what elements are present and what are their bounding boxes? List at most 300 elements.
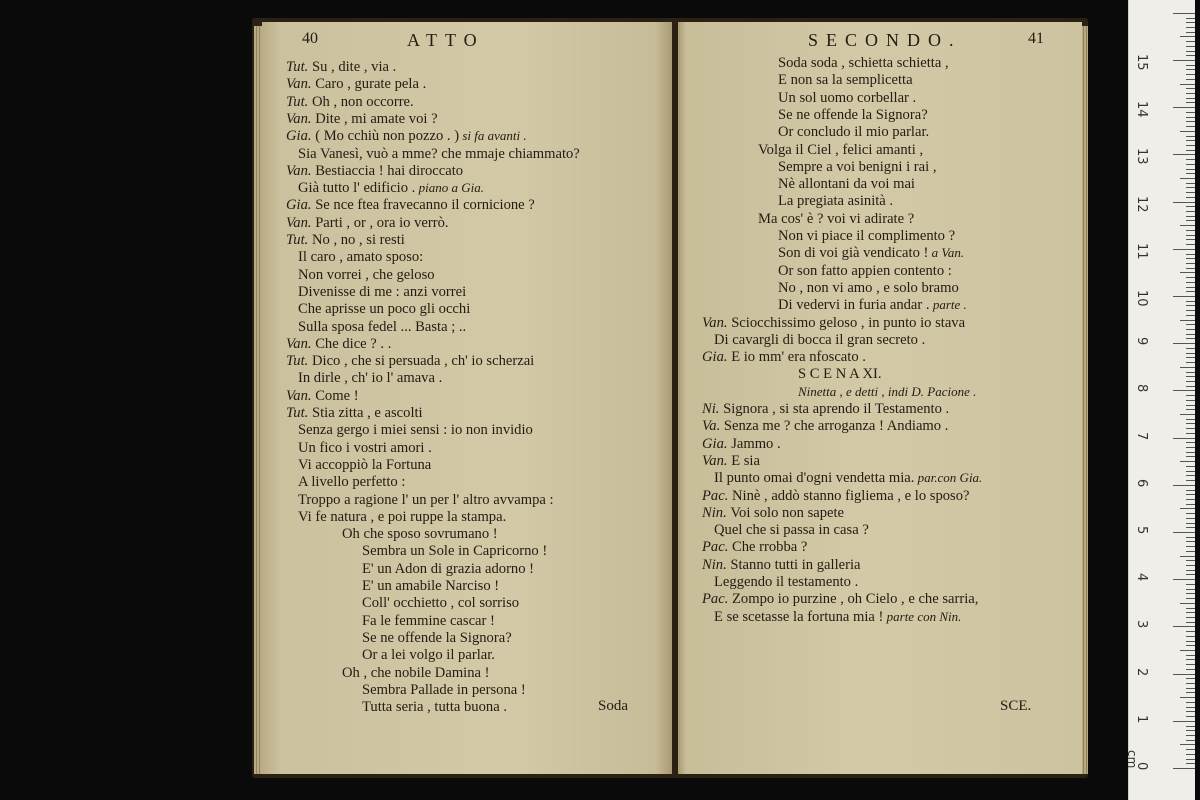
verse-text: Che aprisse un poco gli occhi: [298, 301, 471, 318]
ruler-tick: [1186, 126, 1195, 127]
ruler-tick: [1173, 390, 1195, 391]
ruler-tick: [1186, 329, 1195, 330]
text-line: [758, 141, 923, 159]
ruler-tick: [1186, 348, 1195, 349]
ruler-tick: [1186, 659, 1195, 660]
verse-text: In dirle , ch' io l' amava .: [298, 370, 443, 387]
text-line: [298, 421, 533, 439]
running-header: ATTO: [407, 30, 485, 50]
ruler-tick: [1186, 183, 1195, 184]
ruler-tick: [1173, 768, 1195, 769]
ruler-tick: [1186, 513, 1195, 514]
text-line: [778, 71, 913, 89]
verse-text: Vi accoppiò la Fortuna: [298, 456, 432, 473]
ruler-tick: [1186, 641, 1195, 642]
ruler-tick: [1186, 527, 1195, 528]
verse-text: Se ne offende la Signora?: [778, 106, 928, 123]
verse-text: Il punto omai d'ogni vendetta mia.: [714, 470, 915, 487]
text-line: [702, 504, 844, 522]
ruler-tick: [1180, 131, 1195, 132]
stage-direction: Ninetta , e detti , indi D. Pacione .: [798, 383, 977, 399]
text-line: [298, 456, 431, 474]
verse-text: E io mm' era nfoscato .: [731, 349, 866, 366]
ruler-tick: [1186, 419, 1195, 420]
ruler-tick: [1186, 22, 1195, 23]
ruler-tick: [1173, 485, 1195, 486]
ruler-number: 1: [1134, 714, 1149, 724]
ruler-number: 9: [1134, 337, 1149, 346]
verse-text: Sempre a voi benigni i rai ,: [778, 158, 937, 175]
ruler-number: 7: [1134, 431, 1149, 440]
text-line: [362, 698, 507, 716]
verse-text: Ninè , addò stanno figliema , e lo sposo?: [732, 487, 970, 504]
verse-text: Signora , si sta aprendo il Testamento .: [723, 401, 950, 417]
text-line: [298, 473, 405, 491]
text-line: [778, 244, 964, 262]
verse-text: Stia zitta , e ascolti: [311, 405, 423, 421]
ruler-tick: [1173, 60, 1195, 61]
ruler-tick: [1186, 164, 1195, 165]
text-line: [702, 348, 866, 366]
ruler-tick: [1186, 315, 1195, 316]
verse-text: A livello perfetto :: [298, 474, 406, 491]
text-line: [702, 538, 807, 556]
verse-text: Oh , che nobile Damina !: [342, 664, 490, 681]
text-line: [286, 75, 426, 93]
ruler-number: 12: [1134, 195, 1149, 213]
ruler-tick: [1186, 41, 1195, 42]
text-line: [298, 179, 484, 197]
ruler-tick: [1180, 744, 1195, 745]
ruler-tick: [1186, 504, 1195, 505]
ruler-tick: [1186, 570, 1195, 571]
verse-text: Or concludo il mio parlar.: [778, 124, 930, 141]
verse-text: Oh , non occorre.: [311, 93, 414, 110]
text-line: [286, 335, 391, 353]
verse-text: Quel che si passa in casa ?: [714, 522, 869, 539]
verse-text: Stanno tutti in galleria: [730, 556, 861, 573]
verse-text: Sciocchissimo geloso , in punto io stava: [731, 314, 966, 331]
ruler-tick: [1186, 574, 1195, 575]
verse-text: Leggendo il testamento .: [714, 574, 859, 590]
ruler-tick: [1186, 112, 1195, 113]
ruler-tick: [1186, 211, 1195, 212]
text-line: [714, 331, 925, 349]
speaker-label: Nin.: [702, 556, 731, 573]
verse-text: No , non vi amo , e solo bramo: [778, 279, 959, 296]
verse-text: Non vorrei , che geloso: [298, 266, 435, 283]
ruler-tick: [1186, 447, 1195, 448]
verse-text: Nè allontani da voi mai: [778, 176, 915, 193]
ruler-tick: [1186, 518, 1195, 519]
ruler-tick: [1186, 301, 1195, 302]
ruler-tick: [1173, 438, 1195, 439]
text-line: [286, 127, 527, 145]
verse-text: Dite , mi amate voi ?: [315, 110, 438, 127]
ruler-tick: [1186, 669, 1195, 670]
ruler-number: 6: [1134, 478, 1149, 488]
ruler-tick: [1186, 230, 1195, 231]
ruler-tick: [1186, 546, 1195, 547]
ruler-tick: [1186, 645, 1195, 646]
ruler-tick: [1186, 400, 1195, 401]
verse-text: Se ne offende la Signora?: [362, 629, 512, 646]
text-line: [778, 192, 893, 210]
text-line: [286, 404, 423, 422]
verse-text: Dico , che si persuada , ch' io scherzai: [311, 353, 535, 370]
ruler-tick: [1186, 88, 1195, 89]
text-line: [702, 435, 781, 453]
verse-text: Ma cos' è ? voi vi adirate ?: [758, 210, 915, 227]
text-line: [286, 58, 396, 76]
ruler-tick: [1186, 27, 1195, 28]
speaker-label: Tut.: [286, 353, 312, 370]
ruler-number: 3: [1134, 620, 1149, 629]
ruler-tick: [1173, 626, 1195, 627]
speaker-label: Van.: [286, 387, 316, 404]
ruler-unit: cm: [1125, 750, 1139, 769]
ruler-tick: [1186, 121, 1195, 122]
text-line: [758, 210, 914, 228]
speaker-label: Va.: [702, 418, 724, 435]
ruler-tick: [1186, 735, 1195, 736]
verse-text: Voi solo non sapete: [730, 504, 845, 521]
verse-text: ( Mo cchiù non pozzo . ): [315, 128, 460, 145]
ruler-tick: [1186, 353, 1195, 354]
ruler-tick: [1186, 551, 1195, 552]
verse-text: Sulla sposa fedel ... Basta ; ..: [298, 318, 467, 335]
ruler-tick: [1173, 13, 1195, 14]
text-line: [778, 279, 959, 297]
ruler-tick: [1186, 612, 1195, 613]
speaker-label: Pac.: [702, 539, 732, 556]
ruler-tick: [1180, 225, 1195, 226]
verse-text: Come !: [315, 387, 359, 404]
verse-text: Parti , or , ora io verrò.: [315, 214, 449, 231]
ruler-tick: [1186, 74, 1195, 75]
ruler-tick: [1186, 381, 1195, 382]
verse-text: Or son fatto appien contento :: [778, 262, 952, 279]
verse-text: No , no , si resti: [311, 232, 405, 248]
verse-text: Sembra Pallade in persona !: [362, 681, 526, 698]
ruler-tick: [1180, 556, 1195, 557]
ruler-tick: [1186, 471, 1195, 472]
ruler-tick: [1186, 187, 1195, 188]
ruler-tick: [1186, 98, 1195, 99]
ruler-tick: [1186, 622, 1195, 623]
ruler-tick: [1186, 636, 1195, 637]
ruler-tick: [1186, 730, 1195, 731]
ruler-tick: [1186, 608, 1195, 609]
ruler-tick: [1186, 726, 1195, 727]
ruler-tick: [1186, 220, 1195, 221]
ruler-tick: [1173, 296, 1195, 297]
text-line: [298, 300, 470, 318]
ruler-tick: [1186, 32, 1195, 33]
text-line: [286, 231, 405, 249]
ruler-tick: [1186, 409, 1195, 410]
speaker-label: Tut.: [286, 405, 312, 421]
ruler-tick: [1186, 584, 1195, 585]
verse-text: Se nce ftea fravecanno il cornicione ?: [315, 197, 535, 214]
text-line: [702, 487, 970, 505]
speaker-label: Tut.: [286, 59, 312, 75]
verse-text: E' un Adon di grazia adorno !: [362, 560, 535, 577]
speaker-label: Van.: [286, 162, 316, 179]
ruler-tick: [1186, 334, 1195, 335]
verse-text: Troppo a ragione l' un per l' altro avvampa :: [298, 491, 554, 508]
catchword: Soda: [598, 698, 628, 714]
verse-text: Tutta seria , tutta buona .: [362, 699, 507, 716]
ruler-tick: [1186, 716, 1195, 717]
text-line: [298, 508, 506, 526]
running-header: SECONDO.: [808, 30, 962, 50]
ruler-tick: [1186, 235, 1195, 236]
ruler-tick: [1186, 277, 1195, 278]
ruler-number: 0: [1134, 762, 1149, 771]
verse-text: Son di voi già vendicato !: [778, 245, 929, 262]
ruler-tick: [1186, 69, 1195, 70]
text-line: [798, 365, 882, 383]
ruler-tick: [1186, 688, 1195, 689]
ruler-tick: [1186, 499, 1195, 500]
speaker-label: Tut.: [286, 93, 312, 110]
ruler-tick: [1186, 560, 1195, 561]
text-line: [342, 525, 498, 543]
stage-direction: a Van.: [928, 245, 965, 261]
verse-text: E se scetasse la fortuna mia !: [714, 608, 884, 625]
text-line: [798, 383, 976, 401]
ruler-tick: [1180, 367, 1195, 368]
ruler-tick: [1186, 145, 1195, 146]
ruler-number: 10: [1134, 290, 1149, 307]
ruler-tick: [1180, 84, 1195, 85]
text-line: [298, 248, 423, 266]
ruler-tick: [1186, 631, 1195, 632]
ruler-tick: [1186, 159, 1195, 160]
ruler-tick: [1180, 178, 1195, 179]
ruler-tick: [1186, 541, 1195, 542]
ruler-tick: [1186, 216, 1195, 217]
stage-direction: si fa avanti .: [459, 128, 527, 144]
ruler-tick: [1173, 249, 1195, 250]
ruler-tick: [1180, 603, 1195, 604]
verse-text: Soda soda , schietta schietta ,: [778, 55, 949, 71]
speaker-label: Gia.: [286, 197, 316, 214]
text-line: [298, 318, 466, 336]
verse-text: Volga il Ciel , felici amanti ,: [758, 141, 924, 158]
text-line: [362, 542, 547, 560]
ruler-tick: [1186, 523, 1195, 524]
ruler-tick: [1186, 494, 1195, 495]
verse-text: Un fico i vostri amori .: [298, 439, 432, 456]
verse-text: Non vi piace il complimento ?: [778, 228, 956, 244]
text-line: [702, 556, 861, 574]
text-line: [286, 110, 438, 128]
ruler-tick: [1186, 136, 1195, 137]
speaker-label: Van.: [286, 76, 316, 93]
verse-text: Oh che sposo sovrumano !: [342, 526, 498, 543]
ruler-tick: [1186, 206, 1195, 207]
ruler-tick: [1186, 763, 1195, 764]
verse-text: Divenisse di me : anzi vorrei: [298, 283, 467, 300]
text-line: [362, 594, 519, 612]
verse-text: Senza gergo i miei sensi : io non invidio: [298, 422, 533, 439]
ruler-tick: [1186, 310, 1195, 311]
ruler-tick: [1173, 674, 1195, 675]
speaker-label: Van.: [702, 314, 732, 331]
ruler-number: 14: [1134, 101, 1149, 118]
verse-text: Che dice ? . .: [315, 335, 392, 352]
ruler-tick: [1186, 268, 1195, 269]
text-line: [286, 352, 534, 370]
text-line: [362, 681, 526, 699]
ruler-number: 8: [1134, 384, 1149, 393]
ruler-tick: [1180, 508, 1195, 509]
ruler-tick: [1186, 150, 1195, 151]
ruler-tick: [1186, 749, 1195, 750]
text-line: [702, 452, 760, 470]
text-line: [362, 612, 495, 630]
ruler-tick: [1173, 107, 1195, 108]
verse-text: Il caro , amato sposo:: [298, 249, 424, 266]
text-line: [298, 283, 466, 301]
speaker-label: Van.: [702, 452, 732, 469]
text-line: [286, 162, 463, 180]
ruler-tick: [1173, 579, 1195, 580]
text-line: [298, 266, 435, 284]
measuring-ruler: [1125, 0, 1195, 800]
ruler-tick: [1186, 617, 1195, 618]
ruler-tick: [1173, 721, 1195, 722]
ruler-tick: [1186, 428, 1195, 429]
speaker-label: Ni.: [702, 401, 724, 417]
ruler-tick: [1186, 65, 1195, 66]
ruler-tick: [1186, 117, 1195, 118]
ruler-number: 2: [1134, 667, 1149, 676]
text-line: [286, 196, 535, 214]
verse-text: E sia: [731, 452, 760, 469]
ruler-tick: [1186, 55, 1195, 56]
ruler-tick: [1186, 324, 1195, 325]
ruler-tick: [1180, 320, 1195, 321]
ruler-tick: [1186, 475, 1195, 476]
verse-text: Zompo io purzine , oh Cielo , e che sarria,: [732, 591, 979, 608]
text-line: [702, 590, 978, 608]
ruler-tick: [1186, 433, 1195, 434]
ruler-tick: [1186, 282, 1195, 283]
ruler-tick: [1180, 697, 1195, 698]
ruler-tick: [1186, 46, 1195, 47]
speaker-label: Pac.: [702, 487, 732, 504]
text-line: [362, 577, 499, 595]
ruler-tick: [1186, 593, 1195, 594]
ruler-tick: [1186, 287, 1195, 288]
ruler-tick: [1186, 357, 1195, 358]
ruler-tick: [1186, 376, 1195, 377]
text-line: [714, 573, 858, 591]
text-line: [714, 608, 961, 626]
text-line: [778, 227, 955, 245]
ruler-number: 4: [1134, 573, 1149, 582]
verse-text: Su , dite , via .: [311, 59, 397, 75]
page-number: 41: [1028, 30, 1044, 47]
ruler-tick: [1186, 754, 1195, 755]
ruler-tick: [1186, 173, 1195, 174]
text-line: [298, 439, 432, 457]
ruler-tick: [1186, 197, 1195, 198]
ruler-tick: [1186, 707, 1195, 708]
ruler-tick: [1186, 490, 1195, 491]
verse-text: Già tutto l' edificio .: [298, 180, 416, 197]
ruler-tick: [1180, 36, 1195, 37]
ruler-tick: [1186, 395, 1195, 396]
ruler-tick: [1186, 442, 1195, 443]
ruler-number: 15: [1134, 54, 1149, 71]
text-line: [342, 664, 490, 682]
ruler-tick: [1186, 565, 1195, 566]
verse-text: E' un amabile Narciso !: [362, 578, 500, 594]
ruler-tick: [1186, 711, 1195, 712]
speaker-label: Pac.: [702, 591, 732, 608]
ruler-tick: [1186, 655, 1195, 656]
ruler-tick: [1186, 466, 1195, 467]
ruler-tick: [1186, 452, 1195, 453]
verse-text: Fa le femmine cascar !: [362, 612, 495, 629]
left-page: [262, 22, 672, 774]
verse-text: Di cavargli di bocca il gran secreto .: [714, 331, 926, 348]
ruler-tick: [1186, 93, 1195, 94]
verse-text: Che rrobba ?: [732, 539, 808, 556]
speaker-label: Gia.: [286, 128, 316, 145]
speaker-label: Gia.: [702, 435, 732, 452]
page-number: 40: [302, 30, 318, 47]
verse-text: Sembra un Sole in Capricorno !: [362, 543, 548, 560]
ruler-tick: [1180, 650, 1195, 651]
stage-direction: parte con Nin.: [883, 608, 962, 624]
ruler-tick: [1186, 664, 1195, 665]
verse-text: Or a lei volgo il parlar.: [362, 647, 495, 664]
stage-direction: piano a Gia.: [415, 180, 484, 196]
ruler-tick: [1186, 480, 1195, 481]
ruler-tick: [1186, 759, 1195, 760]
ruler-tick: [1186, 386, 1195, 387]
verse-text: Bestiaccia ! hai diroccato: [315, 162, 464, 179]
verse-text: Senza me ? che arroganza ! Andiamo .: [723, 418, 949, 435]
verse-text: La pregiata asinità .: [778, 193, 894, 210]
verse-text: Caro , gurate pela .: [315, 76, 427, 93]
ruler-tick: [1186, 192, 1195, 193]
text-line: [286, 93, 414, 111]
text-line: [362, 629, 512, 647]
text-line: [298, 491, 554, 509]
text-line: [298, 145, 580, 163]
text-line: [778, 175, 915, 193]
verse-text: Coll' occhietto , col sorriso: [362, 595, 520, 612]
ruler-tick: [1186, 258, 1195, 259]
ruler-tick: [1186, 140, 1195, 141]
ruler-tick: [1186, 456, 1195, 457]
ruler-tick: [1186, 244, 1195, 245]
stage-direction: parte .: [929, 297, 967, 313]
catchword: SCE.: [1000, 698, 1032, 714]
text-line: [778, 158, 936, 176]
text-line: [778, 106, 928, 124]
text-line: [286, 214, 449, 232]
speaker-label: Gia.: [702, 349, 732, 366]
ruler-number: 5: [1134, 526, 1149, 535]
ruler-tick: [1186, 678, 1195, 679]
